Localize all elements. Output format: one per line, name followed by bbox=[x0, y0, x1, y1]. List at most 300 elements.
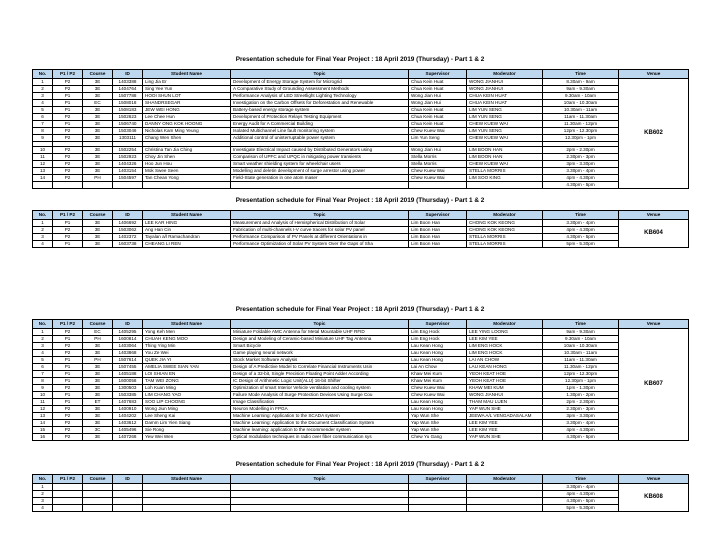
column-header: ID bbox=[113, 211, 143, 220]
presentation-part: P2 bbox=[53, 420, 83, 427]
student-name: AMELIA SWEE SIAN YAN bbox=[143, 364, 231, 371]
schedule-table bbox=[32, 319, 689, 441]
presentation-part: P1 bbox=[53, 364, 83, 371]
table-row bbox=[33, 399, 689, 406]
time-slot: 4pm - 4.30pm bbox=[543, 175, 619, 182]
row-number: 12 bbox=[33, 406, 53, 413]
supervisor: Chua Kein Huat bbox=[409, 79, 467, 86]
table-row bbox=[33, 107, 689, 114]
venue-cell: KB604 bbox=[619, 220, 689, 248]
table-row bbox=[33, 234, 689, 241]
topic bbox=[231, 182, 409, 189]
student-id: 1300503 bbox=[113, 385, 143, 392]
presentation-part: P2 bbox=[53, 86, 83, 93]
time-slot: 2pm - 2.30pm bbox=[543, 147, 619, 154]
course: 3E bbox=[83, 392, 113, 399]
student-id: 1600814 bbox=[113, 336, 143, 343]
column-header: Topic bbox=[231, 475, 409, 484]
student-id: 1603738 bbox=[113, 241, 143, 248]
column-header: Time bbox=[543, 70, 619, 79]
supervisor bbox=[409, 491, 467, 498]
student-name: JEW WEI HONG bbox=[143, 107, 231, 114]
schedule-table bbox=[32, 69, 689, 189]
supervisor: Lim Eng Hock bbox=[409, 329, 467, 336]
presentation-part: P2 bbox=[53, 427, 83, 434]
student-name: Choy Jin Shen bbox=[143, 154, 231, 161]
topic: Design of a 32-bit, Single Precision Floating Point Adder According bbox=[231, 371, 409, 378]
row-number: 4 bbox=[33, 505, 53, 512]
time-slot: 12.30pm - 1pm bbox=[543, 378, 619, 385]
course: 3E bbox=[83, 234, 113, 241]
moderator: CHEW KUEW WAI bbox=[467, 161, 543, 168]
topic: Miniature Foldable AMC Antenna for Metal Mountable UHF RFID bbox=[231, 329, 409, 336]
student-name: You Ze Wei bbox=[143, 350, 231, 357]
student-name: Mok Swee Seen bbox=[143, 168, 231, 175]
time-slot: 10am - 10.30am bbox=[543, 100, 619, 107]
supervisor: Wong Jian Hui bbox=[409, 100, 467, 107]
presentation-part bbox=[53, 491, 83, 498]
topic: Performance Analysis of LED Streetlight Lighting Technology bbox=[231, 93, 409, 100]
student-name: Lee Sheng Kai bbox=[143, 413, 231, 420]
column-header: Student Name bbox=[143, 70, 231, 79]
schedule-title: Presentation schedule for Final Year Project : 18 April 2019 (Thursday) - Part 1 & 2 bbox=[235, 461, 485, 468]
moderator: LEE YING LOONG bbox=[467, 329, 543, 336]
course: EC bbox=[83, 329, 113, 336]
presentation-part: P2 bbox=[53, 168, 83, 175]
column-header: No. bbox=[33, 475, 53, 484]
time-slot: 10.30am - 11am bbox=[543, 350, 619, 357]
row-number: 14 bbox=[33, 175, 53, 182]
student-name bbox=[143, 491, 231, 498]
supervisor bbox=[409, 484, 467, 491]
time-slot: 5pm - 5.30pm bbox=[543, 505, 619, 512]
presentation-part: P2 bbox=[53, 434, 83, 441]
student-name: Wong Jiun Ming bbox=[143, 406, 231, 413]
table-row bbox=[33, 79, 689, 86]
topic: Battery-based energy storage system bbox=[231, 107, 409, 114]
column-header: P1 / P2 bbox=[53, 211, 83, 220]
student-name: LOI SHIAN EN bbox=[143, 371, 231, 378]
student-id bbox=[113, 498, 143, 505]
student-name: HOOI SHUN LOT bbox=[143, 93, 231, 100]
column-header: Course bbox=[83, 70, 113, 79]
course: 3E bbox=[83, 147, 113, 154]
table-row bbox=[33, 93, 689, 100]
presentation-part: P1 bbox=[53, 107, 83, 114]
course: PH bbox=[83, 336, 113, 343]
student-name: LIM CHANG YAO bbox=[143, 392, 231, 399]
time-slot: 5pm - 5.30pm bbox=[543, 241, 619, 248]
time-slot: 4.30pm - 5pm bbox=[543, 234, 619, 241]
table-row bbox=[33, 371, 689, 378]
schedule-section-kb607 bbox=[32, 305, 688, 441]
course: PH bbox=[83, 357, 113, 364]
topic: Machine Learning: Application to the Document Classification System bbox=[231, 420, 409, 427]
student-name: Tan Chean Yong bbox=[143, 175, 231, 182]
row-number: 13 bbox=[33, 413, 53, 420]
time-slot: 9.30am - 10am bbox=[543, 93, 619, 100]
presentation-part: P1 bbox=[53, 357, 83, 364]
student-id: 1403154 bbox=[113, 168, 143, 175]
course: 3E bbox=[83, 413, 113, 420]
column-header: P1 / P2 bbox=[53, 70, 83, 79]
table-row bbox=[33, 392, 689, 399]
presentation-part: P2 bbox=[53, 175, 83, 182]
student-name: Hoo Jun Hou bbox=[143, 161, 231, 168]
student-name bbox=[143, 484, 231, 491]
moderator: JEEWA A/L VENGADASALAM bbox=[467, 413, 543, 420]
time-slot: 4.30pm - 5pm bbox=[543, 498, 619, 505]
course: 3E bbox=[83, 371, 113, 378]
row-number: 6 bbox=[33, 364, 53, 371]
time-slot: 11.30am - 12pm bbox=[543, 121, 619, 128]
student-name: SOO LIP CHOONG bbox=[143, 399, 231, 406]
student-name: Lee Chee Hun bbox=[143, 114, 231, 121]
topic bbox=[231, 491, 409, 498]
moderator: LIM ENG HOCK bbox=[467, 343, 543, 350]
column-header: Venue bbox=[619, 320, 689, 329]
course: 3C bbox=[83, 427, 113, 434]
course: 3E bbox=[83, 154, 113, 161]
time-slot: 9am - 9.30am bbox=[543, 329, 619, 336]
topic: Design of A Predictive Model to Correlate Financial Instruments Usin bbox=[231, 364, 409, 371]
schedule-title: Presentation schedule for Final Year Project : 18 April 2019 (Thursday) - Part 1 & 2 bbox=[235, 197, 485, 204]
student-id: 1404202 bbox=[113, 413, 143, 420]
column-header: P1 / P2 bbox=[53, 475, 83, 484]
table-row bbox=[33, 427, 689, 434]
topic: Energy Audit for A Commercial Building bbox=[231, 121, 409, 128]
table-row bbox=[33, 498, 689, 505]
supervisor: Lau Kean Hong bbox=[409, 357, 467, 364]
time-slot: 11am - 11.30am bbox=[543, 357, 619, 364]
row-number: 4 bbox=[33, 350, 53, 357]
table-row bbox=[33, 114, 689, 121]
supervisor: Stella Morris bbox=[409, 161, 467, 168]
table-row bbox=[33, 385, 689, 392]
student-id: 1403388 bbox=[113, 79, 143, 86]
course: 3E bbox=[83, 406, 113, 413]
supervisor: Chua Kein Huat bbox=[409, 114, 467, 121]
student-name: Tayalan a/l Ramachandran bbox=[143, 234, 231, 241]
student-id bbox=[113, 505, 143, 512]
time-slot: 11am - 11.30am bbox=[543, 114, 619, 121]
time-slot: 9am - 9.30am bbox=[543, 86, 619, 93]
moderator: LIM ENG HOCK bbox=[467, 350, 543, 357]
presentation-part bbox=[53, 505, 83, 512]
column-header: Venue bbox=[619, 475, 689, 484]
row-number: 1 bbox=[33, 220, 53, 227]
moderator bbox=[467, 505, 543, 512]
row-number: 13 bbox=[33, 168, 53, 175]
presentation-part: P1 bbox=[53, 100, 83, 107]
student-name: Ang Han Cin bbox=[143, 227, 231, 234]
time-slot: 4pm - 4.30pm bbox=[543, 427, 619, 434]
student-name: Sie Rong bbox=[143, 427, 231, 434]
student-id: 1502923 bbox=[113, 154, 143, 161]
topic: Stock Market Software Analysis bbox=[231, 357, 409, 364]
schedule-section-kb602 bbox=[32, 55, 688, 189]
course: 3E bbox=[83, 385, 113, 392]
row-number: 10 bbox=[33, 147, 53, 154]
course: 3E bbox=[83, 135, 113, 142]
table-row bbox=[33, 484, 689, 491]
course: 3E bbox=[83, 86, 113, 93]
moderator bbox=[467, 182, 543, 189]
column-header: No. bbox=[33, 70, 53, 79]
column-header: Moderator bbox=[467, 475, 543, 484]
student-name: LEE KAR HING bbox=[143, 220, 231, 227]
time-slot: 10am - 10.30am bbox=[543, 343, 619, 350]
column-header: Topic bbox=[231, 70, 409, 79]
table-row bbox=[33, 241, 689, 248]
time-slot: 2.30pm - 3pm bbox=[543, 154, 619, 161]
schedule-section-kb604 bbox=[32, 196, 688, 248]
time-slot: 4.30pm - 5pm bbox=[543, 434, 619, 441]
student-id: 1502254 bbox=[113, 147, 143, 154]
course bbox=[83, 182, 113, 189]
row-number: 6 bbox=[33, 114, 53, 121]
supervisor bbox=[409, 498, 467, 505]
column-header: Supervisor bbox=[409, 70, 467, 79]
column-header: ID bbox=[113, 70, 143, 79]
column-header: Time bbox=[543, 320, 619, 329]
time-slot: 9.30am - 10am bbox=[543, 336, 619, 343]
student-id: 1503385 bbox=[113, 392, 143, 399]
presentation-part: P2 bbox=[53, 385, 83, 392]
row-number: 12 bbox=[33, 161, 53, 168]
supervisor: Chua Kein Huat bbox=[409, 86, 467, 93]
student-id bbox=[113, 491, 143, 498]
student-id: 1403064 bbox=[113, 343, 143, 350]
course: 3E bbox=[83, 227, 113, 234]
moderator: YAP WUN SHE bbox=[467, 406, 543, 413]
course: 3E bbox=[83, 350, 113, 357]
presentation-part: P2 bbox=[53, 227, 83, 234]
course bbox=[83, 484, 113, 491]
presentation-part: P1 bbox=[53, 378, 83, 385]
topic: IC Design of Arithmetic Logic Unit(ALU) 16-bit Shifter bbox=[231, 378, 409, 385]
topic: Investigate Electrical Impact caused by Distributed Generators using bbox=[231, 147, 409, 154]
column-header: Time bbox=[543, 475, 619, 484]
supervisor: Stella Morris bbox=[409, 154, 467, 161]
moderator: LIM BOON HAN bbox=[467, 147, 543, 154]
column-header: P1 / P2 bbox=[53, 320, 83, 329]
moderator: LIM YUN SENG bbox=[467, 107, 543, 114]
supervisor: Lau Kean Hong bbox=[409, 399, 467, 406]
table-header-row bbox=[33, 211, 689, 220]
column-header: Moderator bbox=[467, 211, 543, 220]
topic: Game playing neural network bbox=[231, 350, 409, 357]
course: 3E bbox=[83, 378, 113, 385]
course: PH bbox=[83, 175, 113, 182]
row-number: 1 bbox=[33, 79, 53, 86]
moderator: CHUA KEIN HUAT bbox=[467, 100, 543, 107]
student-id: 1400910 bbox=[113, 406, 143, 413]
row-number: 9 bbox=[33, 385, 53, 392]
row-number: 2 bbox=[33, 336, 53, 343]
course: ET bbox=[83, 399, 113, 406]
column-header: Supervisor bbox=[409, 320, 467, 329]
student-name bbox=[143, 505, 231, 512]
time-slot: 12.30pm - 1pm bbox=[543, 135, 619, 142]
table-row bbox=[33, 420, 689, 427]
schedule-section-kb608 bbox=[32, 460, 688, 512]
moderator: CHONG KOK KEONG bbox=[467, 220, 543, 227]
moderator bbox=[467, 484, 543, 491]
presentation-part: P1 bbox=[53, 93, 83, 100]
presentation-part: P2 bbox=[53, 329, 83, 336]
presentation-part: P1 bbox=[53, 121, 83, 128]
supervisor: Chew Yu Gang bbox=[409, 434, 467, 441]
topic: Investigation on the Carbon Offsets for Deforestation and Renewable bbox=[231, 100, 409, 107]
table-row bbox=[33, 505, 689, 512]
student-id: 1507788 bbox=[113, 93, 143, 100]
supervisor bbox=[409, 182, 467, 189]
row-number: 3 bbox=[33, 234, 53, 241]
supervisor: Lim Boon Han bbox=[409, 227, 467, 234]
student-id: 1507455 bbox=[113, 364, 143, 371]
topic: Design and Modeling of Ceramic-based Miniature UHF Tag Antenna bbox=[231, 336, 409, 343]
supervisor: Lau Kean Hong bbox=[409, 406, 467, 413]
table-row bbox=[33, 434, 689, 441]
row-number: 5 bbox=[33, 107, 53, 114]
supervisor: Khaw Mei Kum bbox=[409, 378, 467, 385]
moderator: KHAW MEI KUM bbox=[467, 385, 543, 392]
student-name: Thing Ying Min bbox=[143, 343, 231, 350]
table-row bbox=[33, 121, 689, 128]
presentation-part: P2 bbox=[53, 343, 83, 350]
presentation-part: P1 bbox=[53, 336, 83, 343]
time-slot: 3.30pm - 4pm bbox=[543, 420, 619, 427]
student-name: Christina Tan Jia Ching bbox=[143, 147, 231, 154]
moderator: YEOH KEAT HOE bbox=[467, 371, 543, 378]
column-header: ID bbox=[113, 475, 143, 484]
supervisor: Yap Wun She bbox=[409, 420, 467, 427]
presentation-part bbox=[53, 182, 83, 189]
topic: Development of Energy Storage System for Microgrid bbox=[231, 79, 409, 86]
student-id bbox=[113, 182, 143, 189]
supervisor: Chua Kein Huat bbox=[409, 107, 467, 114]
venue-cell: KB608 bbox=[619, 484, 689, 512]
presentation-part: P2 bbox=[53, 147, 83, 154]
moderator: YEOH KEAT HOE bbox=[467, 378, 543, 385]
supervisor: Chew Kuew Wai bbox=[409, 385, 467, 392]
moderator: THAM MAU LUEN bbox=[467, 399, 543, 406]
time-slot: 4pm - 4.30pm bbox=[543, 227, 619, 234]
student-id: 1404326 bbox=[113, 161, 143, 168]
column-header: ID bbox=[113, 320, 143, 329]
presentation-part bbox=[53, 484, 83, 491]
course bbox=[83, 491, 113, 498]
time-slot: 10.30am - 11am bbox=[543, 107, 619, 114]
student-name: Nicholas Kam Ming Yeung bbox=[143, 128, 231, 135]
row-number: 11 bbox=[33, 399, 53, 406]
time-slot: 3pm - 3.30pm bbox=[543, 413, 619, 420]
supervisor bbox=[409, 505, 467, 512]
student-name: TAM WEI ZONG bbox=[143, 378, 231, 385]
student-name: Sing Yee Yun bbox=[143, 86, 231, 93]
topic: Smart Bicycle bbox=[231, 343, 409, 350]
course: 3E bbox=[83, 79, 113, 86]
student-name: CHEANG LI REN bbox=[143, 241, 231, 248]
supervisor: Khaw Mei Kum bbox=[409, 371, 467, 378]
schedule-table bbox=[32, 210, 689, 248]
student-id: 1503062 bbox=[113, 227, 143, 234]
row-number: 4 bbox=[33, 241, 53, 248]
row-number: 2 bbox=[33, 227, 53, 234]
course: 3E bbox=[83, 420, 113, 427]
row-number: 15 bbox=[33, 427, 53, 434]
presentation-part: P2 bbox=[53, 413, 83, 420]
table-row bbox=[33, 135, 689, 142]
course: 3E bbox=[83, 343, 113, 350]
table-header-row bbox=[33, 70, 689, 79]
table-row bbox=[33, 161, 689, 168]
presentation-part: P1 bbox=[53, 241, 83, 248]
row-number bbox=[33, 182, 53, 189]
student-name: Yew Wei Wen bbox=[143, 434, 231, 441]
moderator: LEE KIM YEE bbox=[467, 427, 543, 434]
table-row bbox=[33, 154, 689, 161]
moderator: STELLA MORRIS bbox=[467, 168, 543, 175]
table-row bbox=[33, 350, 689, 357]
table-row bbox=[33, 343, 689, 350]
schedule-table bbox=[32, 474, 689, 512]
course bbox=[83, 498, 113, 505]
table-header-row bbox=[33, 475, 689, 484]
row-number: 16 bbox=[33, 434, 53, 441]
supervisor: Lai An Chow bbox=[409, 364, 467, 371]
supervisor: Wong Jian Hui bbox=[409, 147, 467, 154]
presentation-part: P2 bbox=[53, 135, 83, 142]
time-slot: 3.30pm - 4pm bbox=[543, 168, 619, 175]
row-number: 2 bbox=[33, 491, 53, 498]
row-number: 7 bbox=[33, 121, 53, 128]
student-id: 1507614 bbox=[113, 357, 143, 364]
topic: Smart weather shielding system for wheelchair users bbox=[231, 161, 409, 168]
topic bbox=[231, 505, 409, 512]
row-number: 4 bbox=[33, 100, 53, 107]
time-slot: 4.30pm - 5pm bbox=[543, 182, 619, 189]
row-number: 7 bbox=[33, 371, 53, 378]
row-number: 11 bbox=[33, 154, 53, 161]
student-id bbox=[113, 484, 143, 491]
student-name: Chang Wen Shen bbox=[143, 135, 231, 142]
time-slot: 3.30pm - 4pm bbox=[543, 484, 619, 491]
time-slot: 11.30am - 12pm bbox=[543, 364, 619, 371]
column-header: Supervisor bbox=[409, 475, 467, 484]
moderator: CHONG KOK KEONG bbox=[467, 227, 543, 234]
topic: Performance Optimization of Solar PV System Over the Gaps of Sha bbox=[231, 241, 409, 248]
table-row bbox=[33, 336, 689, 343]
supervisor: Chew Kuew Wai bbox=[409, 128, 467, 135]
moderator: LIM BOON HAN bbox=[467, 154, 543, 161]
course: 3E bbox=[83, 93, 113, 100]
time-slot: 4pm - 4.30pm bbox=[543, 491, 619, 498]
supervisor: Lim Boon Han bbox=[409, 234, 467, 241]
moderator bbox=[467, 491, 543, 498]
table-row bbox=[33, 168, 689, 175]
student-id: 1502623 bbox=[113, 114, 143, 121]
moderator: CHEW KUEW WAI bbox=[467, 121, 543, 128]
schedule-title: Presentation schedule for Final Year Project : 18 April 2019 (Thursday) - Part 1 & 2 bbox=[235, 56, 485, 63]
column-header: Time bbox=[543, 211, 619, 220]
supervisor: Lim Boon Han bbox=[409, 241, 467, 248]
time-slot: 1.30pm - 2pm bbox=[543, 392, 619, 399]
moderator: LIM SOO KING bbox=[467, 175, 543, 182]
topic: Measurement and Analysis of Hemispherical Distribution of Solar bbox=[231, 220, 409, 227]
topic: Development of Protection Relays Testing Equipment bbox=[231, 114, 409, 121]
